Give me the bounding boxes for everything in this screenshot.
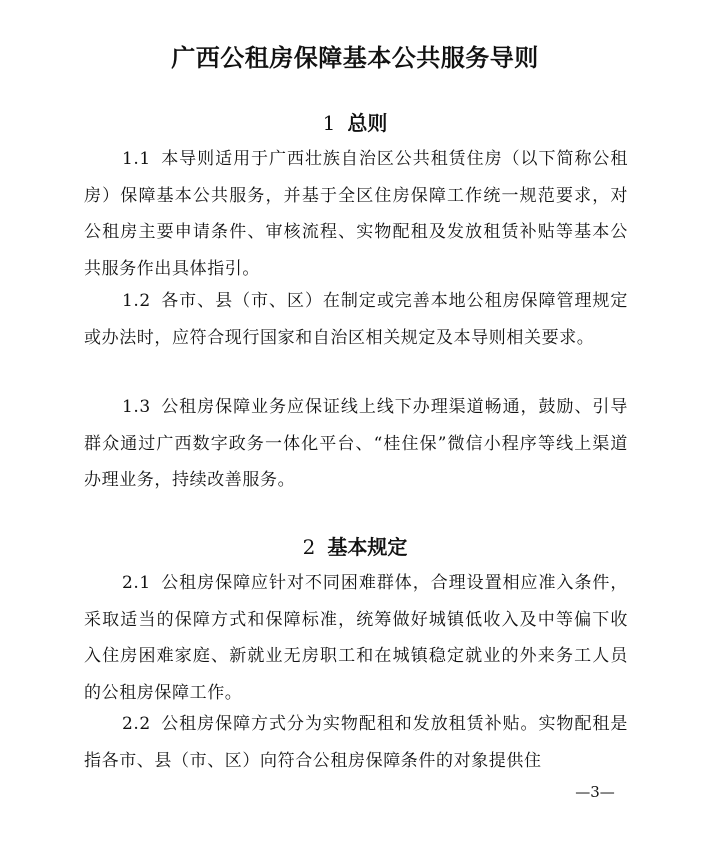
clause-text: 公租房保障方式分为实物配租和发放租赁补贴。实物配租是指各市、县（市、区）向符合公租房保障条件的对象提供住 <box>84 714 628 771</box>
page-number: —3— <box>575 783 615 801</box>
section-title: 总则 <box>347 111 388 135</box>
clause-number: 2.1 <box>122 573 151 593</box>
clause-text: 各市、县（市、区）在制定或完善本地公租房保障管理规定或办法时，应符合现行国家和自治区相关规定及本导则相关要求。 <box>84 291 628 348</box>
clause-1-1 <box>84 141 628 287</box>
clause-number: 1.2 <box>122 291 151 311</box>
clause-2-2 <box>84 706 628 779</box>
section-number: 1 <box>322 111 336 135</box>
clause-2-1 <box>84 565 628 711</box>
section-heading-1 <box>0 108 710 138</box>
clause-number: 2.2 <box>122 714 151 734</box>
clause-number: 1.3 <box>122 397 151 417</box>
section-heading-2 <box>0 532 710 562</box>
document-title: 广西公租房保障基本公共服务导则 <box>171 44 539 72</box>
clause-text: 公租房保障业务应保证线上线下办理渠道畅通，鼓励、引导群众通过广西数字政务一体化平台、“桂住保”微信小程序等线上渠道办理业务，持续改善服务。 <box>84 397 628 490</box>
clause-text: 公租房保障应针对不同困难群体，合理设置相应准入条件，采取适当的保障方式和保障标准，统筹做好城镇低收入及中等偏下收入住房困难家庭、新就业无房职工和在城镇稳定就业的外来务工人员的公租房保障工作。 <box>84 573 628 703</box>
section-number: 2 <box>302 535 316 559</box>
section-title: 基本规定 <box>327 535 408 559</box>
clause-text: 本导则适用于广西壮族自治区公共租赁住房（以下简称公租房）保障基本公共服务，并基于全区住房保障工作统一规范要求，对公租房主要申请条件、审核流程、实物配租及发放租赁补贴等基本公共服务作出具体指引。 <box>84 149 628 279</box>
clause-number: 1.1 <box>122 149 151 169</box>
clause-1-3 <box>84 389 628 499</box>
clause-1-2 <box>84 283 628 356</box>
